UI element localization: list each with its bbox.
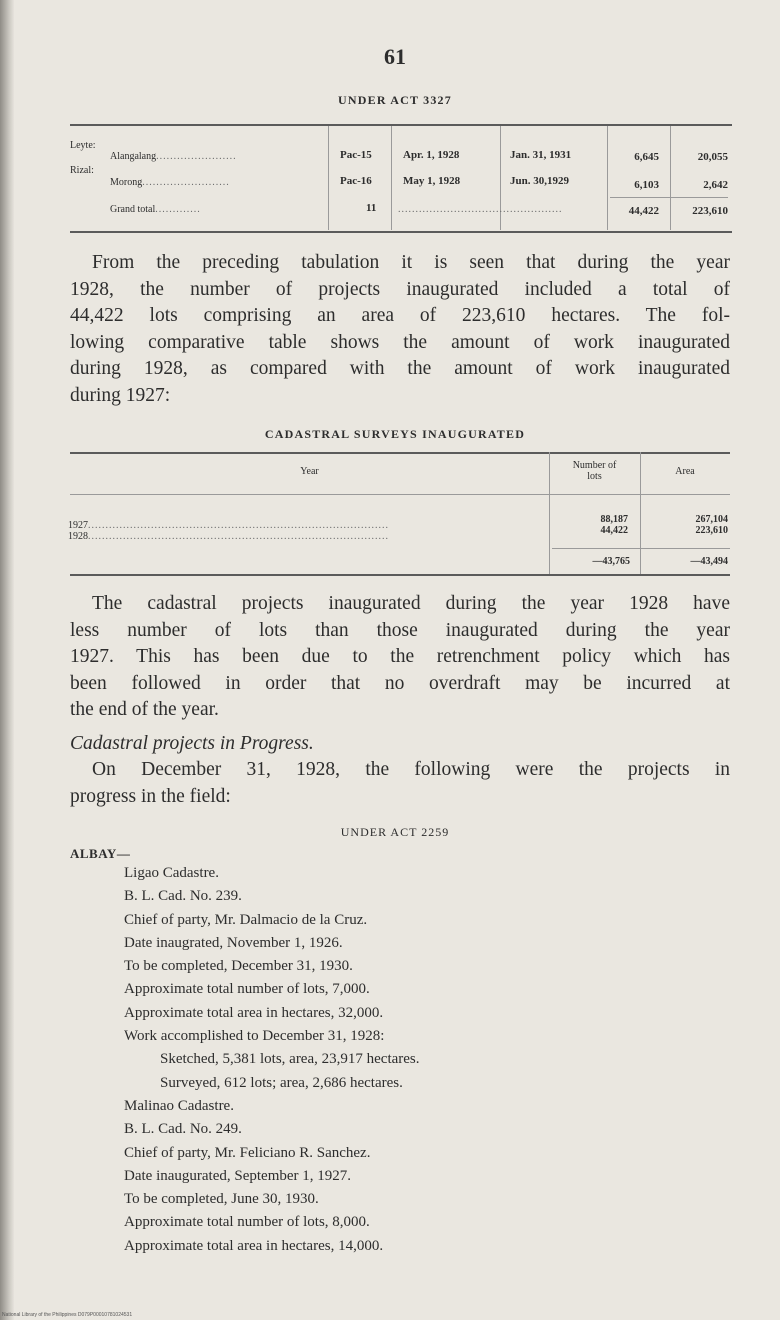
- list-item: Date inaugurated, September 1, 1927.: [124, 1167, 352, 1184]
- list-item: Work accomplished to December 31, 1928:: [124, 1028, 385, 1045]
- text-line: been followed in order that no overdraft may be incurred at: [70, 672, 730, 694]
- lots-value: 6,645: [634, 151, 659, 163]
- list-item: Sketched, 5,381 lots, area, 23,917 hectares.: [160, 1051, 420, 1068]
- list-item: Approximate total area in hectares, 14,000.: [124, 1237, 384, 1254]
- text-line: less number of lots than those inaugurated during the year: [70, 619, 730, 641]
- section-heading: Cadastral projects in Progress.: [70, 733, 314, 754]
- total-lots: 44,422: [628, 205, 659, 217]
- table1-column-divider: [670, 126, 671, 230]
- project-number: Pac-16: [340, 175, 372, 187]
- total-area: 223,610: [692, 205, 728, 217]
- book-binding-edge: [0, 0, 14, 1320]
- text-line: The cadastral projects inaugurated during the year 1928 have: [92, 593, 730, 614]
- table1-bottom-rule: [70, 231, 732, 233]
- list-item: Chief of party, Mr. Feliciano R. Sanchez.: [124, 1144, 371, 1161]
- column-header-area: Area: [675, 466, 695, 477]
- area-value: 2,642: [703, 179, 728, 191]
- list-item: Approximate total number of lots, 8,000.: [124, 1214, 370, 1231]
- lots-cell: 44,422: [600, 525, 628, 536]
- province-label: Rizal:: [70, 165, 94, 176]
- lots-cell: 88,187: [600, 514, 628, 525]
- area-cell: 267,104: [695, 514, 728, 525]
- lots-difference: —43,765: [592, 556, 630, 567]
- table2-top-rule: [70, 452, 730, 454]
- list-item: To be completed, June 30, 1930.: [124, 1191, 319, 1208]
- table2-header-rule: [70, 494, 730, 495]
- list-item: B. L. Cad. No. 249.: [124, 1121, 242, 1138]
- year-cell: 1927......................................................................................: [68, 520, 389, 531]
- paragraph-summary: [70, 250, 730, 409]
- area-difference: —43,494: [690, 556, 728, 567]
- list-item: Chief of party, Mr. Dalmacio de la Cruz.: [124, 911, 368, 928]
- leader-dots: ...............................................: [398, 204, 563, 215]
- lots-value: 6,103: [634, 179, 659, 191]
- text-line: lowing comparative table shows the amount of work inaugurated: [70, 331, 730, 353]
- table1-top-rule: [70, 124, 732, 126]
- table1-caption: UNDER ACT 3327: [338, 93, 452, 107]
- column-header-lots: Number of lots: [572, 460, 617, 482]
- table2-bottom-rule: [70, 574, 730, 576]
- area-value: 20,055: [697, 151, 728, 163]
- act-caption: UNDER ACT 2259: [340, 825, 450, 839]
- footer-stamp: National Library of the Philippines D079P00010781024531: [2, 1312, 133, 1318]
- page-number: 61: [384, 44, 406, 69]
- list-item: Date inaugrated, November 1, 1926.: [124, 934, 343, 951]
- list-item: To be completed, December 31, 1930.: [124, 958, 353, 975]
- date-started: Apr. 1, 1928: [403, 149, 460, 161]
- paragraph-intro: [70, 757, 730, 810]
- area-cell: 223,610: [695, 525, 728, 536]
- table1-column-divider: [391, 126, 392, 230]
- project-name: Alangalang.......................: [110, 151, 237, 162]
- total-rule: [610, 197, 728, 198]
- text-line: the end of the year.: [70, 699, 219, 720]
- date-started: May 1, 1928: [403, 175, 461, 187]
- region-heading: ALBAY—: [70, 846, 131, 861]
- list-item: Ligao Cadastre.: [124, 865, 219, 881]
- list-item: Approximate total number of lots, 7,000.: [124, 981, 370, 998]
- list-item: Malinao Cadastre.: [124, 1097, 234, 1114]
- text-line: On December 31, 1928, the following were the projects in: [92, 759, 730, 780]
- project-list: [124, 862, 420, 1258]
- text-line: during 1928, as compared with the amount of work inaugurated: [70, 358, 730, 379]
- text-line: 1927. This has been due to the retrenchment policy which has: [70, 646, 730, 667]
- year-cell: 1928......................................................................................: [68, 531, 389, 542]
- difference-rule: [552, 548, 730, 549]
- total-number: 11: [366, 202, 377, 214]
- grand-total-label: Grand total.............: [110, 204, 201, 215]
- column-header-year: Year: [300, 466, 319, 477]
- paragraph-explanation: [70, 591, 730, 724]
- date-completion: Jan. 31, 1931: [510, 149, 572, 161]
- text-line: 1928, the number of projects inaugurated included a total of: [70, 278, 730, 300]
- project-number: Pac-15: [340, 149, 372, 161]
- text-line: From the preceding tabulation it is seen that during the year: [92, 252, 730, 273]
- table1-column-divider: [328, 126, 329, 230]
- text-line: 44,422 lots comprising an area of 223,610 hectares. The fol-: [70, 305, 730, 326]
- list-item: Surveyed, 612 lots; area, 2,686 hectares.: [160, 1074, 403, 1091]
- text-line: during 1927:: [70, 384, 171, 406]
- province-label: Leyte:: [70, 140, 96, 151]
- list-item: Approximate total area in hectares, 32,000.: [124, 1004, 384, 1021]
- project-name: Morong.........................: [110, 177, 230, 188]
- table2-caption: CADASTRAL SURVEYS INAUGURATED: [264, 427, 526, 441]
- text-line: progress in the field:: [70, 785, 231, 807]
- date-completion: Jun. 30,1929: [510, 175, 569, 187]
- list-item: B. L. Cad. No. 239.: [124, 888, 242, 905]
